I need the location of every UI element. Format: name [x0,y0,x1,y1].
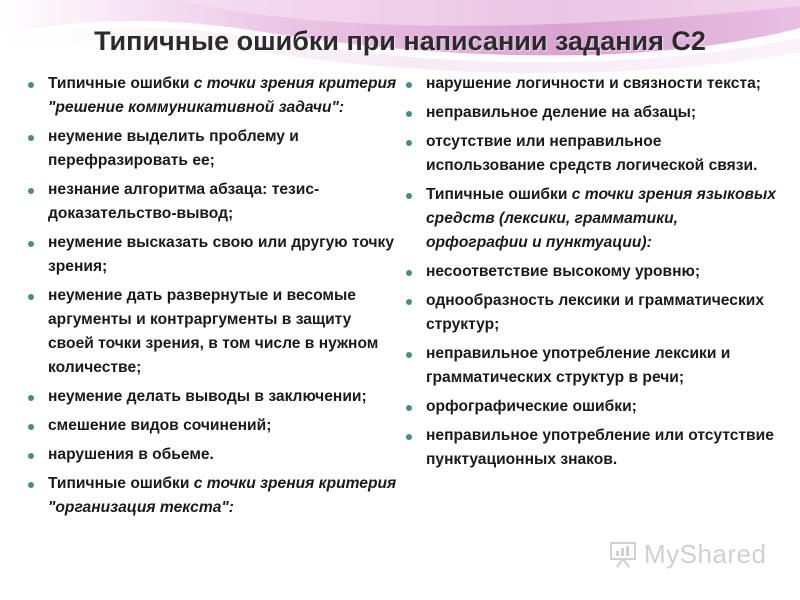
bullet-icon [28,424,34,430]
list-item [402,72,784,96]
slide-title: Типичные ошибки при написании задания С2 [94,26,706,56]
list-item [24,231,400,279]
bullet-icon [28,294,34,300]
bullet-icon [28,188,34,194]
list-item-text: нарушение логичности и связности текста; [426,75,761,92]
bullet-icon [28,241,34,247]
heading-prefix: Типичные ошибки [426,186,568,203]
list-item [24,284,400,380]
watermark [608,536,767,572]
heading-emphasis: с точки зрения критерия "организация текста": [48,475,397,516]
heading-prefix: Типичные ошибки [48,75,190,92]
right-column [402,72,784,477]
section-heading-item [402,183,784,255]
heading-emphasis: с точки зрения критерия "решение коммуникативной задачи": [48,75,397,116]
list-item [24,125,400,173]
list-item [24,443,400,467]
list-item [402,101,784,125]
list-item-text: неумение выделить проблему и перефразировать ее; [48,128,299,169]
bullet-icon [406,352,412,358]
list-item-text: неумение высказать свою или другую точку зрения; [48,234,395,275]
section-heading-item [24,72,400,120]
list-item [402,260,784,284]
list-item-text [48,72,400,120]
list-item-text: несоответствие высокому уровню; [426,263,701,280]
heading-prefix: Типичные ошибки [48,475,190,492]
bullet-icon [406,111,412,117]
list-item [24,385,400,409]
section-heading-item [24,472,400,520]
bullet-icon [406,82,412,88]
list-item-text: неправильное деление на абзацы; [426,104,697,121]
bullet-icon [406,299,412,305]
bullet-icon [28,82,34,88]
bullet-icon [28,395,34,401]
list-item-text: однообразность лексики и грамматических структур; [426,292,765,333]
list-item-text: орфографические ошибки; [426,398,637,415]
watermark-text: MyShared [644,538,767,569]
heading-emphasis: с точки зрения языковых средств (лексики, грамматики, орфографии и пунктуации): [426,186,776,251]
list-item-text: неумение дать развернутые и весомые аргументы и контраргументы в защиту своей точки зрения, в том числе в нужном количестве; [48,287,379,376]
list-item [402,289,784,337]
list-item [24,414,400,438]
list-item-text: неправильное употребление лексики и грамматических структур в речи; [426,345,731,386]
bullet-icon [28,135,34,141]
list-item [24,178,400,226]
bullet-icon [28,482,34,488]
bullet-icon [406,140,412,146]
bullet-icon [406,405,412,411]
list-item-text: смешение видов сочинений; [48,417,272,434]
bullet-icon [406,270,412,276]
bullet-icon [406,193,412,199]
list-item-text [48,472,400,520]
list-item-text [426,183,784,255]
list-item-text: неправильное употребление или отсутствие пунктуационных знаков. [426,427,774,468]
list-item-text: нарушения в обьеме. [48,446,214,463]
list-item [402,424,784,472]
list-item-text: неумение делать выводы в заключении; [48,388,367,405]
bullet-icon [28,453,34,459]
list-item [402,130,784,178]
left-column [24,72,400,525]
bullet-icon [406,434,412,440]
list-item [402,342,784,390]
list-item [402,395,784,419]
list-item-text: незнание алгоритма абзаца: тезис-доказательство-вывод; [48,181,320,222]
list-item-text: отсутствие или неправильное использование средств логической связи. [426,133,758,174]
presentation-board-icon [608,539,638,569]
